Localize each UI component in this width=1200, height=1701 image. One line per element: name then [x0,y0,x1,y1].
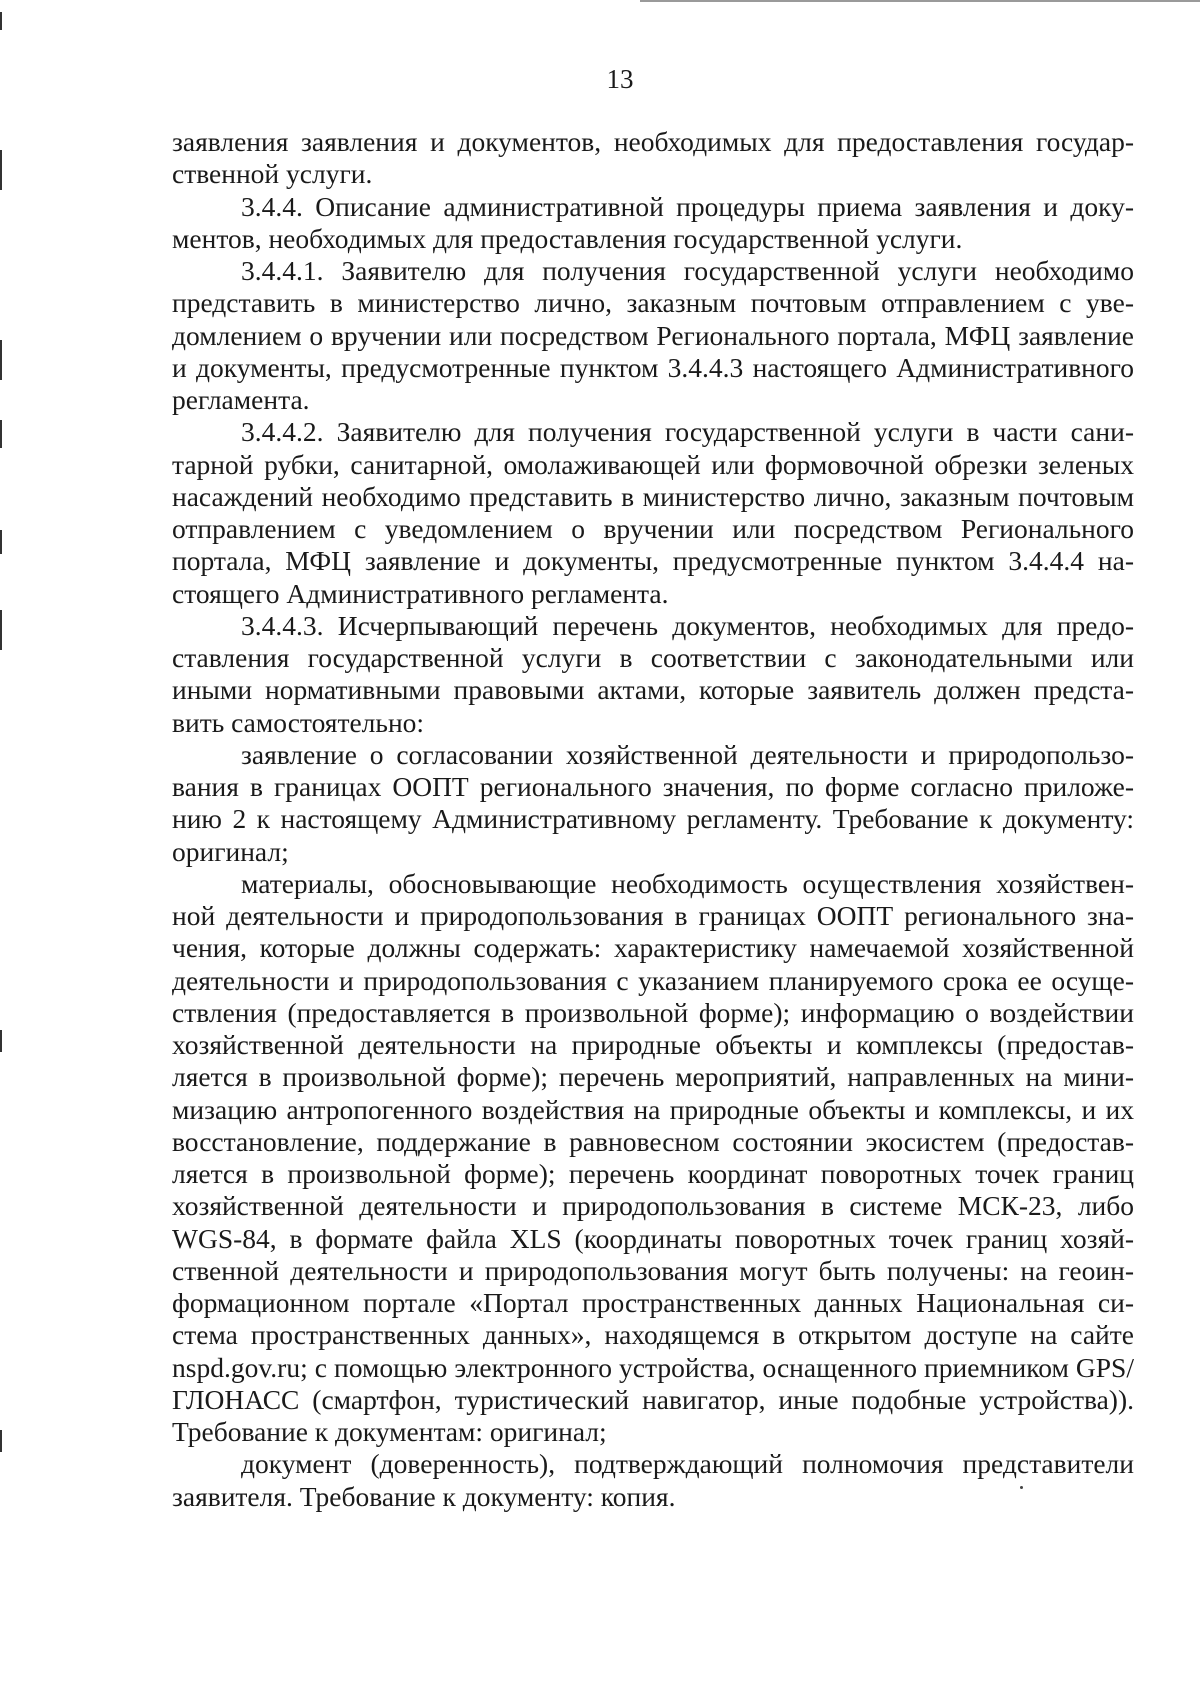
paragraph-section-3-4-4: 3.4.4. Описание административной процедуры приема заявления и документов, необходимых для предоставления государственной услуги. [172,190,1134,254]
scan-edge-mark [0,150,2,190]
scan-edge-mark [0,530,2,554]
paragraph-section-3-4-4-2: 3.4.4.2. Заявителю для получения государственной услуги в части санитарной рубки, санитарной, омолаживающей или формовочной обрезки зеленых насаждений необходимо представить в министерство лично, заказным почтовым отправлением с уведомлением о вручении или посредством Регионального портала, МФЦ заявление и документы, предусмотренные пунктом 3.4.4.4 настоящего Административного регламента. [172,416,1134,609]
document-body [172,126,1134,1513]
scan-edge-mark [0,610,2,650]
scan-speck [1020,1486,1023,1489]
scan-edge-mark [0,420,2,448]
scan-edge-mark [0,340,2,380]
scan-edge-mark [0,1030,2,1052]
page-number: 13 [606,64,634,94]
scan-top-rule [640,0,1200,2]
paragraph: заявления заявления и документов, необходимых для предоставления государственной услуги. [172,126,1134,190]
list-item-power-of-attorney: документ (доверенность), подтверждающий полномочия представители заявителя. Требование к документу: копия. [172,1448,1134,1512]
scan-edge-mark [0,12,2,30]
list-item-materials: материалы, обосновывающие необходимость осуществления хозяйственной деятельности и природопользования в границах ООПТ регионального значения, которые должны содержать: характеристику намечаемой хозяйственной деятельности и природопользования с указанием планируемого срока ее осуществления (предоставляется в произвольной форме); информацию о воздействии хозяйственной деятельности на природные объекты и комплексы (предоставляется в произвольной форме); перечень мероприятий, направленных на минимизацию антропогенного воздействия на природные объекты и комплексы, и их восстановление, поддержание в равновесном состоянии экосистем (предоставляется в произвольной форме); перечень координат поворотных точек границ хозяйственной деятельности и природопользования в системе МСК-23, либо WGS-84, в формате файла XLS (координаты поворотных точек границ хозяйственной деятельности и природопользования могут быть получены: на геоинформационном портале «Портал пространственных данных Национальная система пространственных данных», находящемся в открытом доступе на сайте nspd.gov.ru; с помощью электронного устройства, оснащенного приемником GPS/ГЛОНАСС (смартфон, туристический навигатор, иные подобные устройства)). Требование к документам: оригинал; [172,867,1134,1447]
scan-edge-mark [0,1430,2,1452]
paragraph-section-3-4-4-3: 3.4.4.3. Исчерпывающий перечень документов, необходимых для предоставления государственной услуги в соответствии с законодательными или иными нормативными правовыми актами, которые заявитель должен представить самостоятельно: [172,609,1134,738]
paragraph-section-3-4-4-1: 3.4.4.1. Заявителю для получения государственной услуги необходимо представить в министерство лично, заказным почтовым отправлением с уведомлением о вручении или посредством Регионального портала, МФЦ заявление и документы, предусмотренные пунктом 3.4.4.3 настоящего Административного регламента. [172,255,1134,415]
list-item-application: заявление о согласовании хозяйственной деятельности и природопользования в границах ООПТ регионального значения, по форме согласно приложению 2 к настоящему Административному регламенту. Требование к документу: оригинал; [172,738,1134,867]
